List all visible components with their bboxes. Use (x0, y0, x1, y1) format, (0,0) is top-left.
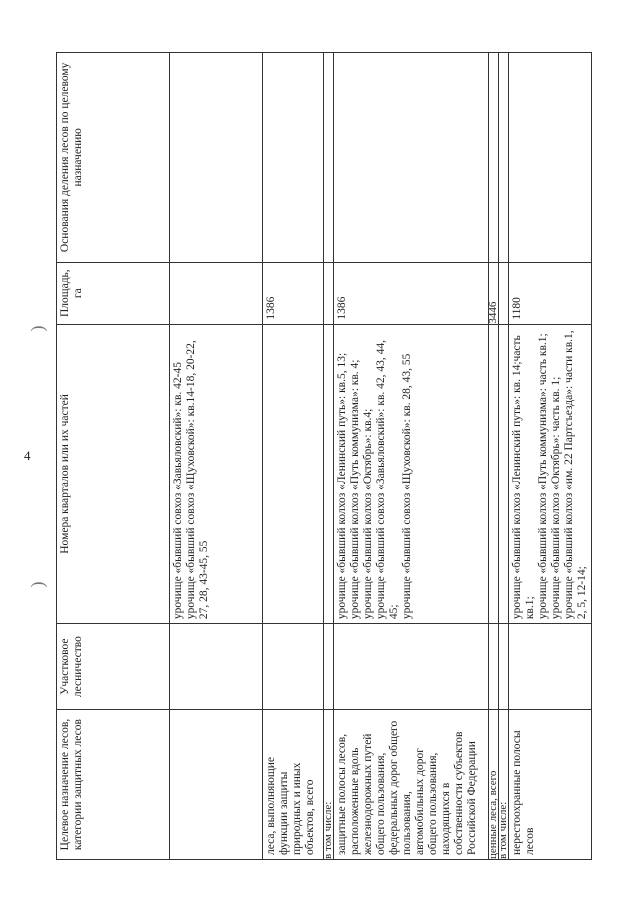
table-row (170, 53, 263, 860)
table-row (499, 53, 509, 860)
cell (489, 324, 499, 624)
cell: 1180 (509, 262, 592, 324)
cell (170, 624, 263, 710)
table-row (263, 53, 324, 860)
cell (509, 624, 592, 710)
cell: защитные полосы лесов, расположенные вдоль железнодорожных путей общего пользования, федеральных дорог общего пользования, автомобильных дорог общего пользования, находящихся в собственности субъектов Российской Федерации (334, 710, 489, 860)
cell: 3446 (489, 262, 499, 324)
cell (263, 324, 324, 624)
cell (263, 53, 324, 263)
cell (324, 324, 334, 624)
cell (170, 53, 263, 263)
cell: 1386 (263, 262, 324, 324)
cell (170, 262, 263, 324)
cell (334, 53, 489, 263)
cell: в том числе: (324, 710, 334, 860)
forest-table (56, 52, 592, 860)
table-row (324, 53, 334, 860)
cell: нерестоохранные полосы лесов (509, 710, 592, 860)
cell (324, 53, 334, 263)
cell (324, 262, 334, 324)
header-quarters: Номера кварталов или их частей (57, 324, 170, 624)
cell: в том числе: (499, 710, 509, 860)
table-row (334, 53, 489, 860)
cell: урочище «бывший совхоз «Завьяловский»: кв. 42-45 урочище «бывший совхоз «Щуховской»: кв.14-18, 20-22, 27, 28, 43-45, 55 (170, 324, 263, 624)
header-district: Участковое лесничество (57, 624, 170, 710)
cell: леса, выполняющие функции защиты природных и иных объектов, всего (263, 710, 324, 860)
rotated-table-container (56, 52, 612, 860)
cell (509, 53, 592, 263)
scan-mark: ( (30, 581, 51, 588)
cell: ценные леса, всего (489, 710, 499, 860)
header-purpose: Целевое назначение лесов, категории защитных лесов (57, 710, 170, 860)
cell (324, 624, 334, 710)
page-number: 4 (24, 448, 31, 463)
cell (499, 53, 509, 263)
scan-mark: ( (30, 325, 51, 332)
cell (170, 710, 263, 860)
cell (489, 624, 499, 710)
table-row (489, 53, 499, 860)
cell: урочище «бывший колхоз «Ленинский путь»: кв.5, 13; урочище «бывший колхоз «Путь коммунизма»: кв. 4; урочище «бывший колхоз «Октябрь»: кв.4; урочище «бывший совхоз «Завьяловский»: кв. 42, 43, 44, 45; урочище «бывший совхоз «Щуховской»: кв. 28, 43, 55 (334, 324, 489, 624)
table-row (509, 53, 592, 860)
table-header-row (57, 53, 170, 860)
cell (499, 324, 509, 624)
cell (499, 624, 509, 710)
cell (499, 262, 509, 324)
cell (334, 624, 489, 710)
header-area: Площадь, га (57, 262, 170, 324)
header-basis: Основания деления лесов по целевому назначению (57, 53, 170, 263)
cell: 1386 (334, 262, 489, 324)
cell: урочище «бывший колхоз «Ленинский путь»: кв. 14;часть кв.1; урочище «бывший колхоз «Путь коммунизма»: часть кв.1; урочище «бывший колхоз «Октябрь»: часть кв. 1; урочище «бывший колхоз «им. 22 Партсъезда»: части кв.1, 2, 5, 12-14; (509, 324, 592, 624)
cell (489, 53, 499, 263)
cell (263, 624, 324, 710)
